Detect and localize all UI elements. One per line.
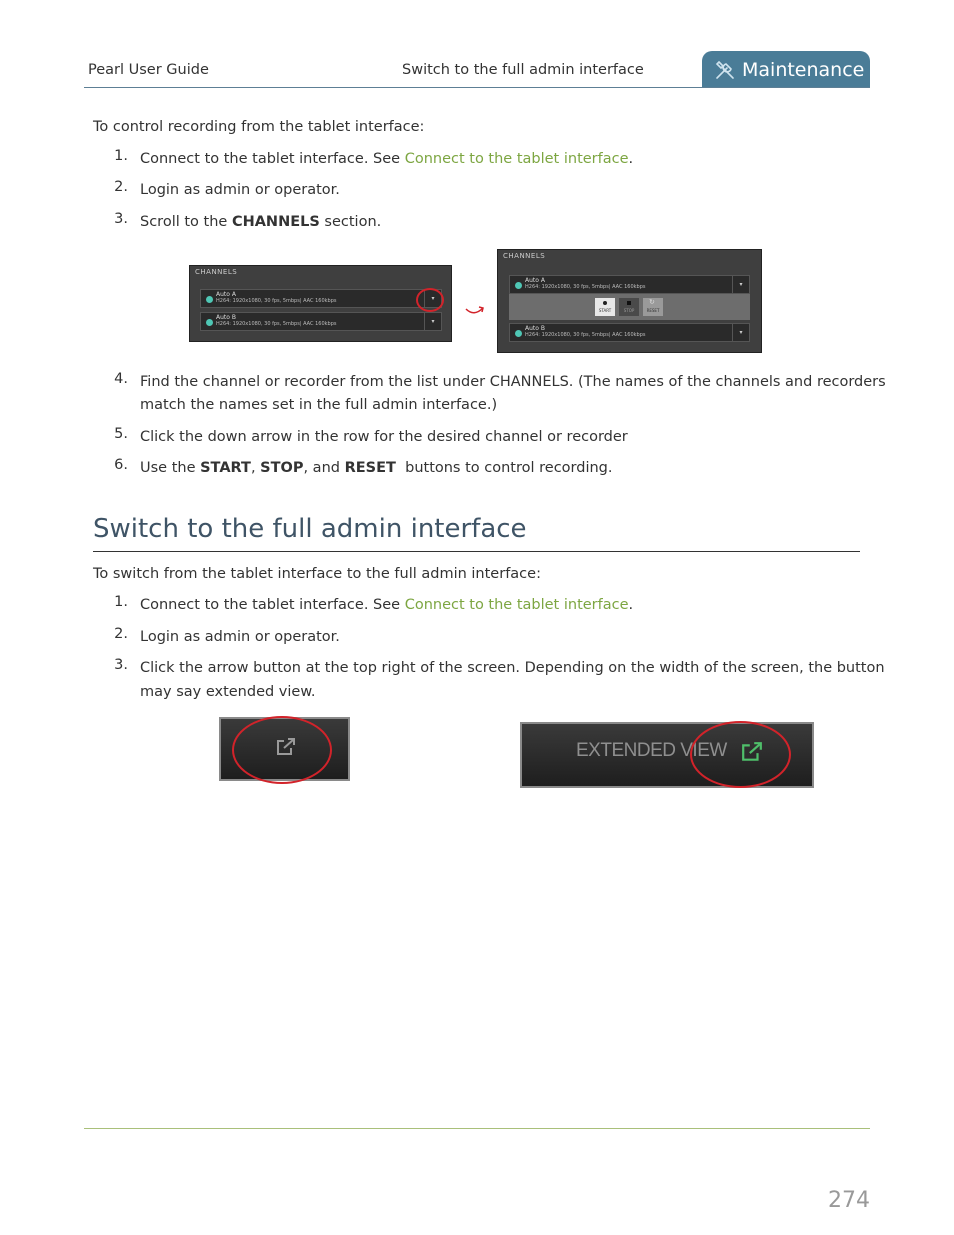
list-item: Click the down arrow in the row for the desired channel or recorder bbox=[140, 429, 628, 445]
step-text: Scroll to the bbox=[140, 214, 232, 230]
channels-screenshot-expanded bbox=[497, 249, 762, 353]
stop-square-icon bbox=[627, 301, 631, 305]
header-rule bbox=[84, 87, 870, 88]
record-controls bbox=[509, 294, 750, 320]
step-text: Connect to the tablet interface. See bbox=[140, 597, 405, 613]
channel-detail: H264: 1920x1080, 30 fps, 5mbps| AAC 160kbps bbox=[525, 284, 646, 290]
step-number: 4. bbox=[114, 371, 128, 387]
stop-button bbox=[619, 298, 639, 316]
step-text-end: section. bbox=[319, 214, 382, 230]
recording-intro: To control recording from the tablet interface: bbox=[93, 119, 425, 135]
channels-screenshot-collapsed bbox=[189, 265, 452, 342]
channel-name: Auto A bbox=[216, 291, 236, 298]
channels-term: CHANNELS bbox=[231, 214, 320, 230]
step-number: 1. bbox=[114, 148, 128, 164]
record-dot-icon bbox=[603, 301, 607, 305]
list-item: Click the arrow button at the top right of the screen. Depending on the width of the screen, the button bbox=[140, 660, 885, 676]
list-item bbox=[140, 148, 633, 171]
list-item-continued: match the names set in the full admin interface.) bbox=[140, 397, 498, 413]
curved-arrow-icon bbox=[464, 303, 486, 317]
status-dot-icon bbox=[206, 296, 213, 303]
list-item: Login as admin or operator. bbox=[140, 629, 340, 645]
chevron-down-icon: ▾ bbox=[732, 276, 749, 293]
heading-rule bbox=[93, 551, 860, 552]
channel-row-auto-a bbox=[509, 275, 750, 294]
list-item-continued: may say extended view. bbox=[140, 684, 316, 700]
list-item bbox=[140, 594, 633, 617]
stop-term: STOP bbox=[260, 460, 304, 476]
separator: , and bbox=[303, 460, 345, 476]
reset-label: RESET bbox=[646, 308, 660, 313]
channel-name: Auto B bbox=[216, 314, 236, 321]
reset-icon: ↻ bbox=[649, 298, 655, 306]
page-number: 274 bbox=[828, 1188, 870, 1213]
channel-detail: H264: 1920x1080, 30 fps, 5mbps| AAC 160kbps bbox=[216, 298, 337, 304]
channel-detail: H264: 1920x1080, 30 fps, 5mbps| AAC 160kbps bbox=[216, 321, 337, 327]
connect-tablet-link[interactable]: Connect to the tablet interface bbox=[404, 151, 629, 167]
connect-tablet-link[interactable]: Connect to the tablet interface bbox=[404, 597, 629, 613]
status-dot-icon bbox=[206, 319, 213, 326]
separator: , bbox=[250, 460, 261, 476]
channels-caption: CHANNELS bbox=[503, 252, 546, 260]
chevron-down-icon: ▾ bbox=[732, 324, 749, 341]
maintenance-badge bbox=[702, 51, 870, 87]
list-item: Login as admin or operator. bbox=[140, 182, 340, 198]
channel-name: Auto A bbox=[525, 277, 545, 284]
reset-term: RESET bbox=[344, 460, 396, 476]
extended-view-label: EXTENDED VIEW bbox=[576, 740, 727, 761]
step-text-end: buttons to control recording. bbox=[395, 460, 613, 476]
stop-label: STOP bbox=[623, 308, 635, 313]
status-dot-icon bbox=[515, 282, 522, 289]
step-text: Use the bbox=[140, 460, 201, 476]
channel-row-auto-b bbox=[200, 312, 442, 331]
switch-intro: To switch from the tablet interface to the full admin interface: bbox=[93, 566, 541, 582]
channel-detail: H264: 1920x1080, 30 fps, 5mbps| AAC 160kbps bbox=[525, 332, 646, 338]
list-item: Find the channel or recorder from the list under CHANNELS. (The names of the channels and recorders bbox=[140, 374, 886, 390]
start-label: START bbox=[598, 308, 612, 313]
start-term: START bbox=[200, 460, 251, 476]
tools-icon bbox=[714, 59, 736, 81]
chevron-down-icon: ▾ bbox=[424, 313, 441, 330]
step-text-end: . bbox=[628, 151, 634, 167]
status-dot-icon bbox=[515, 330, 522, 337]
badge-label: Maintenance bbox=[742, 59, 865, 81]
guide-title: Pearl User Guide bbox=[88, 62, 209, 78]
footer-rule bbox=[84, 1128, 870, 1129]
channel-name: Auto B bbox=[525, 325, 545, 332]
step-number: 2. bbox=[114, 626, 128, 642]
channels-caption: CHANNELS bbox=[195, 268, 238, 276]
start-button bbox=[595, 298, 615, 316]
step-number: 6. bbox=[114, 457, 128, 473]
highlight-ring bbox=[232, 716, 332, 784]
step-number: 2. bbox=[114, 179, 128, 195]
step-text-end: . bbox=[628, 597, 634, 613]
highlight-ring bbox=[416, 288, 444, 312]
chevron-down-icon: ▾ bbox=[424, 290, 441, 307]
step-number: 5. bbox=[114, 426, 128, 442]
step-text: Connect to the tablet interface. See bbox=[140, 151, 405, 167]
step-number: 3. bbox=[114, 657, 128, 673]
reset-button bbox=[643, 298, 663, 316]
step-number: 1. bbox=[114, 594, 128, 610]
step-number: 3. bbox=[114, 211, 128, 227]
list-item bbox=[140, 457, 612, 480]
section-heading: Switch to the full admin interface bbox=[93, 514, 527, 544]
highlight-ring bbox=[690, 721, 791, 788]
channel-row-auto-b bbox=[509, 323, 750, 342]
list-item bbox=[140, 211, 381, 234]
channel-row-auto-a bbox=[200, 289, 442, 308]
running-section-title: Switch to the full admin interface bbox=[402, 62, 644, 78]
